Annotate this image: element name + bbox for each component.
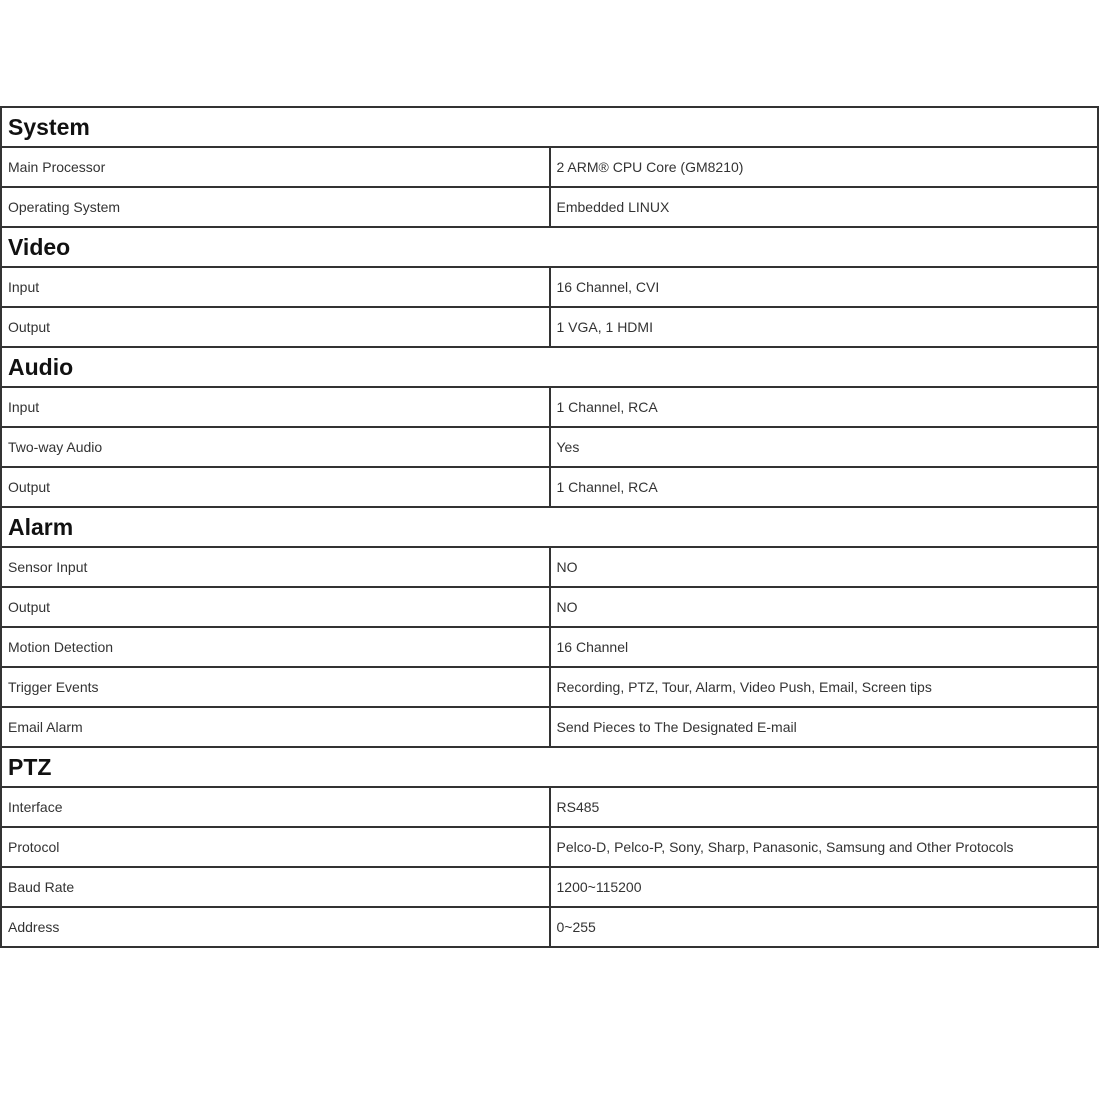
spec-label: Email Alarm [1,707,550,747]
section-header [1,347,1098,387]
table-row [1,267,1098,307]
section-title: Video [1,227,1098,267]
table-row [1,387,1098,427]
spec-label: Operating System [1,187,550,227]
spec-label: Two-way Audio [1,427,550,467]
spec-value: NO [550,547,1099,587]
spec-value: 1 VGA, 1 HDMI [550,307,1099,347]
spec-value: 0~255 [550,907,1099,947]
spec-value: NO [550,587,1099,627]
spec-value: 1 Channel, RCA [550,467,1099,507]
table-row [1,667,1098,707]
section-title: Alarm [1,507,1098,547]
spec-label: Motion Detection [1,627,550,667]
spec-label: Main Processor [1,147,550,187]
table-row [1,787,1098,827]
section-header [1,747,1098,787]
spec-table [0,106,1099,948]
spec-value: 1 Channel, RCA [550,387,1099,427]
table-row [1,587,1098,627]
spec-label: Input [1,387,550,427]
section-header [1,227,1098,267]
spec-label: Address [1,907,550,947]
table-row [1,547,1098,587]
spec-value: 2 ARM® CPU Core (GM8210) [550,147,1099,187]
section-header [1,507,1098,547]
spec-value: Recording, PTZ, Tour, Alarm, Video Push, Email, Screen tips [550,667,1099,707]
spec-label: Baud Rate [1,867,550,907]
spec-value: Embedded LINUX [550,187,1099,227]
section-title: System [1,107,1098,147]
spec-value: 16 Channel [550,627,1099,667]
spec-label: Output [1,587,550,627]
table-row [1,147,1098,187]
spec-label: Output [1,467,550,507]
spec-label: Trigger Events [1,667,550,707]
section-title: Audio [1,347,1098,387]
spec-value: Yes [550,427,1099,467]
table-row [1,427,1098,467]
section-header [1,107,1098,147]
table-row [1,187,1098,227]
spec-label: Output [1,307,550,347]
table-row [1,307,1098,347]
table-row [1,827,1098,867]
spec-label: Input [1,267,550,307]
spec-value: Send Pieces to The Designated E-mail [550,707,1099,747]
spec-value: 16 Channel, CVI [550,267,1099,307]
spec-value: 1200~115200 [550,867,1099,907]
section-title: PTZ [1,747,1098,787]
spec-value: Pelco-D, Pelco-P, Sony, Sharp, Panasonic, Samsung and Other Protocols [550,827,1099,867]
table-row [1,467,1098,507]
table-row [1,867,1098,907]
spec-label: Protocol [1,827,550,867]
table-row [1,907,1098,947]
spec-value: RS485 [550,787,1099,827]
table-row [1,627,1098,667]
spec-label: Sensor Input [1,547,550,587]
table-row [1,707,1098,747]
spec-label: Interface [1,787,550,827]
